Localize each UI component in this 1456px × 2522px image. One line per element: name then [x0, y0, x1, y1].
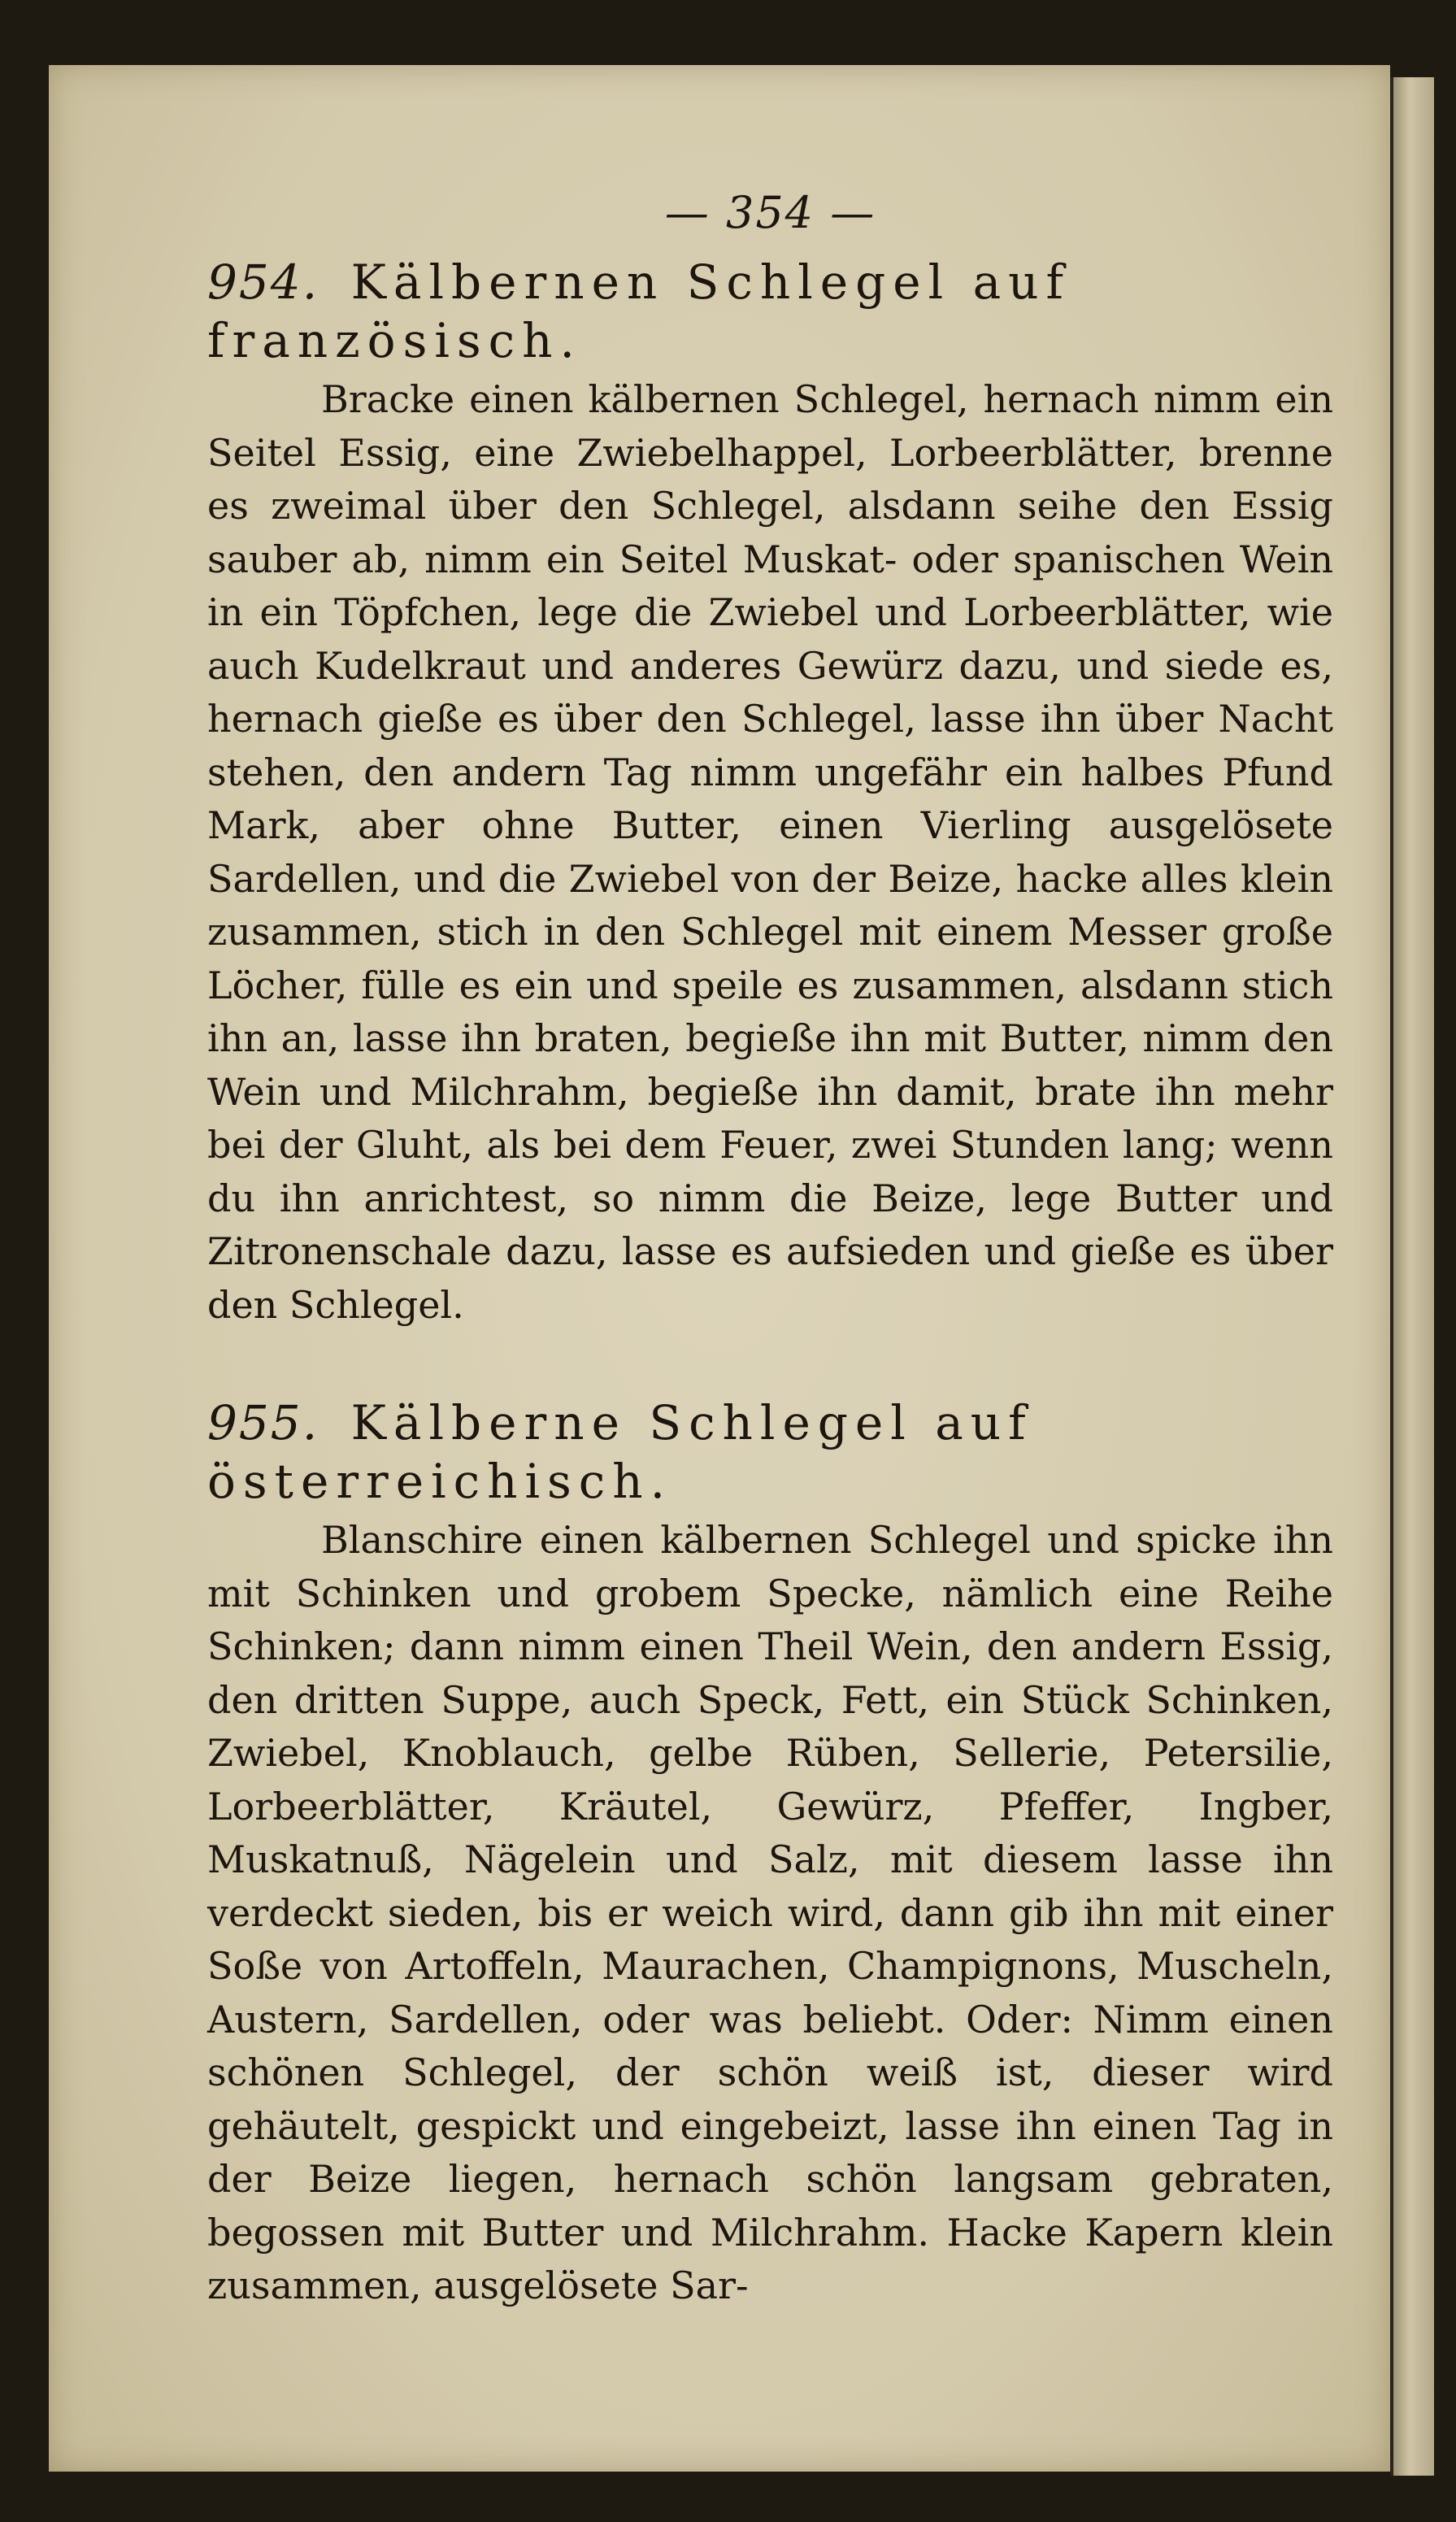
page-number: — 354 —	[664, 187, 876, 238]
recipe-heading-955	[207, 1394, 1333, 1511]
recipe-title: Kälbernen Schlegel auf französisch.	[207, 254, 1071, 368]
page-text-block	[207, 187, 1333, 2313]
recipe-number: 955.	[207, 1395, 319, 1450]
recipe-title: Kälberne Schlegel auf österreichisch.	[207, 1395, 1033, 1509]
recipe-heading-954	[207, 253, 1333, 370]
recipe-text-954: Bracke einen kälbernen Schlegel, hernach nimm ein Seitel Essig, eine Zwiebelhappel, Lorbeerblätter, brenne es zweimal über den Schlegel, alsdann seihe den Essig sauber ab, nimm ein Seitel Muskat- oder spanischen Wein in ein Töpfchen, lege die Zwiebel und Lorbeerblätter, wie auch Kudelkraut und anderes Gewürz dazu, und siede es, hernach gieße es über den Schlegel, lasse ihn über Nacht stehen, den andern Tag nimm ungefähr ein halbes Pfund Mark, aber ohne Butter, einen Vierling ausgelösete Sardellen, und die Zwiebel von der Beize, hacke alles klein zusammen, stich in den Schlegel mit einem Messer große Löcher, fülle es ein und speile es zusammen, alsdann stich ihn an, lasse ihn braten, begieße ihn mit Butter, nimm den Wein und Milchrahm, begieße ihn damit, brate ihn mehr bei der Gluht, als bei dem Feuer, zwei Stunden lang; wenn du ihn anrichtest, so nimm die Beize, lege Butter und Zitronenschale dazu, lasse es aufsieden und gieße es über den Schlegel.	[207, 377, 1333, 1327]
adjacent-page-edge	[1390, 77, 1434, 2476]
recipe-text-955: Blanschire einen kälbernen Schlegel und spicke ihn mit Schinken und grobem Specke, nämlich eine Reihe Schinken; dann nimm einen Theil Wein, den andern Essig, den dritten Suppe, auch Speck, Fett, ein Stück Schinken, Zwiebel, Knoblauch, gelbe Rüben, Sellerie, Petersilie, Lorbeerblätter, Kräutel, Gewürz, Pfeffer, Ingber, Muskatnuß, Nägelein und Salz, mit diesem lasse ihn verdeckt sieden, bis er weich wird, dann gib ihn mit einer Soße von Artoffeln, Maurachen, Champignons, Muscheln, Austern, Sardellen, oder was beliebt. Oder: Nimm einen schönen Schlegel, der schön weiß ist, dieser wird gehäutelt, gespickt und eingebeizt, lasse ihn einen Tag in der Beize liegen, hernach schön langsam gebraten, begossen mit Butter und Milchrahm. Hacke Kapern klein zusammen, ausgelösete Sar-	[207, 1518, 1333, 2307]
recipe-number: 954.	[207, 254, 319, 310]
